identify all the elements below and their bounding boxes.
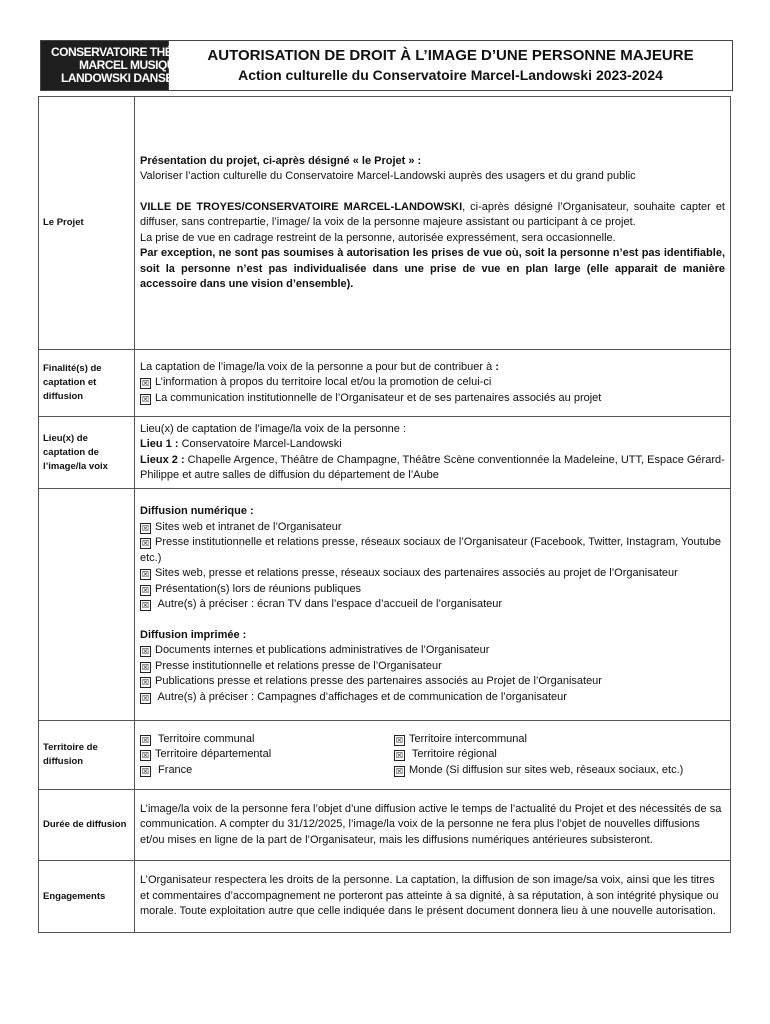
diffusion-item [140, 643, 725, 659]
content-lieux [135, 417, 731, 489]
territoire-item-text: Territoire communal [155, 732, 255, 745]
projet-organisateur [140, 200, 725, 231]
checkbox-checked[interactable]: ☒ [141, 647, 150, 656]
checkbox-checked[interactable]: ☒ [141, 601, 150, 610]
authorization-table [38, 96, 731, 933]
checkbox-checked[interactable]: ☒ [141, 693, 150, 703]
checkbox-checked[interactable]: ☒ [141, 678, 150, 687]
engagements-text: L’Organisateur respectera les droits de la personne. La captation, la diffusion de son image/sa voix, ainsi que les titres et commentaires d’accompagnement ne porteront pas atteinte à sa dignité, à sa réputation, à son intégrité physique ou morale. Toute exploitation autre que celle indiquée dans le présent document donnera lieu à une nouvelle autorisation. [140, 874, 719, 918]
content-territoire [135, 721, 731, 790]
document-title: AUTORISATION DE DROIT À L’IMAGE D’UNE PERSONNE MAJEURE [207, 47, 694, 64]
logo-line-3: LANDOWSKI DANSE [61, 71, 173, 85]
label-territoire: Territoire de diffusion [39, 721, 135, 790]
row-projet [39, 97, 731, 350]
territoire-right-column [394, 732, 683, 779]
logo-line-1: CONSERVATOIRE THÉÂTRE [51, 45, 203, 59]
territoire-item-text: France [155, 763, 193, 776]
diffusion-item [140, 597, 725, 613]
checkbox-checked[interactable]: ☒ [141, 570, 150, 579]
row-diffusion [39, 489, 731, 721]
diffusion-item [140, 566, 725, 582]
projet-exception: Par exception, ne sont pas soumises à autorisation les prises de vue où, soit la personne n’est pas identifiable, soit la personne n’est pas individualisée dans une prise de vue en plan large (elle apparait de manière accessoire dans une vision d’ensemble). [140, 247, 725, 290]
diffusion-item-text: Autre(s) à préciser : Campagnes d’affichages et de communication de l’organisateur [155, 690, 567, 703]
diffusion-item-text: Présentation(s) lors de réunions publiques [155, 582, 362, 595]
finalite-item [140, 391, 725, 407]
logo-line-2: MARCEL MUSIQUE [79, 58, 183, 72]
territoire-item [394, 763, 683, 779]
territoire-item [394, 747, 683, 763]
diffusion-item [140, 520, 725, 536]
label-finalite: Finalité(s) de captation et diffusion [39, 350, 135, 417]
territoire-item [394, 732, 683, 748]
label-lieux: Lieu(x) de captation de l’image/la voix [39, 417, 135, 489]
diffusion-item [140, 659, 725, 675]
diffusion-imprimee-title: Diffusion imprimée : [140, 628, 247, 641]
checkbox-checked[interactable]: ☒ [395, 735, 404, 745]
checkbox-checked[interactable]: ☒ [395, 766, 404, 776]
organisateur-text: , ci-après désigné l’Organisateur, souhaite capter et diffuser, sans contrepartie, l’image/ la voix de la personne majeure assistant ou participant à ce projet. [140, 200, 725, 228]
label-duree: Durée de diffusion [39, 790, 135, 861]
conservatoire-logo [41, 41, 203, 90]
projet-prise-de-vue: La prise de vue en cadrage restreint de la personne, autorisée expressément, sera occasionnelle. [140, 231, 616, 244]
row-finalite [39, 350, 731, 417]
diffusion-numerique-title: Diffusion numérique : [140, 505, 254, 517]
checkbox-checked[interactable]: ☒ [395, 751, 404, 761]
header-titles [169, 41, 732, 90]
diffusion-item [140, 690, 725, 706]
content-finalite [135, 350, 731, 417]
diffusion-item-text: Publications presse et relations presse des partenaires associés au Projet de l’Organisateur [155, 675, 602, 687]
lieu-1 [140, 437, 725, 453]
checkbox-checked[interactable]: ☒ [141, 766, 150, 776]
lieu-2 [140, 453, 725, 484]
diffusion-item [140, 582, 725, 598]
projet-presentation-text: Valoriser l’action culturelle du Conservatoire Marcel-Landowski auprès des usagers et du grand public [140, 170, 636, 182]
finalite-intro-colon: : [495, 360, 499, 373]
content-engagements [135, 861, 731, 933]
territoire-item-text: Monde (Si diffusion sur sites web, réseaux sociaux, etc.) [409, 763, 684, 776]
lieu-1-text: Conservatoire Marcel-Landowski [178, 438, 342, 450]
row-engagements [39, 861, 731, 933]
duree-text: L’image/la voix de la personne fera l’objet d’une diffusion active le temps de l’actualité du Projet et des nécessités de sa communication. A compter du 31/12/2025, l’image/la voix de la personne ne fera plus l’objet de nouvelles diffusions et/ou mises en ligne de la part de l’Organisateur, mais les diffusions numériques antérieures subsisteront. [140, 802, 722, 846]
territoire-item [140, 763, 394, 779]
diffusion-item-text: Sites web et intranet de l’Organisateur [155, 520, 342, 533]
lieu-2-label: Lieux 2 : [140, 453, 185, 466]
document-header [40, 40, 733, 91]
diffusion-item [140, 535, 725, 566]
row-territoire [39, 721, 731, 790]
content-projet [135, 97, 731, 350]
checkbox-checked[interactable]: ☒ [141, 662, 150, 672]
territoire-item-text: Territoire départemental [155, 748, 272, 761]
projet-presentation-title: Présentation du projet, ci-après désigné « le Projet » : [140, 154, 422, 167]
territoire-item-text: Territoire régional [409, 748, 497, 761]
diffusion-item-text: Sites web, presse et relations presse, réseaux sociaux des partenaires associés au projet de l’Organisateur [155, 567, 678, 579]
finalite-item [140, 375, 725, 391]
diffusion-item-text: Autre(s) à préciser : écran TV dans l’espace d’accueil de l’organisateur [155, 598, 503, 610]
checkbox-checked[interactable]: ☒ [141, 751, 150, 761]
finalite-intro [140, 360, 725, 376]
organisateur-name: VILLE DE TROYES/CONSERVATOIRE MARCEL-LANDOWSKI [140, 200, 463, 213]
label-engagements: Engagements [39, 861, 135, 933]
diffusion-item [140, 674, 725, 690]
finalite-item-text: La communication institutionnelle de l’Organisateur et de ses partenaires associés au projet [155, 391, 602, 404]
checkbox-checked[interactable]: ☒ [141, 539, 150, 548]
territoire-columns [140, 732, 725, 779]
lieux-intro: Lieu(x) de captation de l’image/la voix de la personne : [140, 422, 406, 435]
finalite-intro-text: La captation de l’image/la voix de la personne a pour but de contribuer à [140, 360, 496, 373]
checkbox-checked[interactable]: ☒ [141, 379, 150, 389]
territoire-item-text: Territoire intercommunal [409, 732, 527, 745]
checkbox-checked[interactable]: ☒ [141, 394, 150, 404]
diffusion-item-text: Presse institutionnelle et relations presse de l’Organisateur [155, 659, 442, 672]
diffusion-item-text: Presse institutionnelle et relations presse, réseaux sociaux de l’Organisateur (Facebook, Twitter, Instagram, Youtube etc.) [140, 536, 721, 564]
label-diffusion-empty [39, 489, 135, 721]
checkbox-checked[interactable]: ☒ [141, 585, 150, 595]
lieu-1-label: Lieu 1 : [140, 438, 179, 450]
finalite-item-text: L’information à propos du territoire local et/ou la promotion de celui-ci [155, 376, 492, 389]
diffusion-item-text: Documents internes et publications administratives de l’Organisateur [155, 644, 490, 656]
content-duree [135, 790, 731, 861]
checkbox-checked[interactable]: ☒ [141, 523, 150, 533]
territoire-left-column [140, 732, 394, 779]
row-lieux [39, 417, 731, 489]
label-projet: Le Projet [39, 97, 135, 350]
checkbox-checked[interactable]: ☒ [141, 735, 150, 745]
territoire-item [140, 747, 394, 763]
document-subtitle: Action culturelle du Conservatoire Marcel-Landowski 2023-2024 [238, 67, 663, 83]
lieu-2-text: Chapelle Argence, Théâtre de Champagne, Théâtre Scène conventionnée la Madeleine, UTT, Espace Gérard-Philippe et autre salles de diffusion du département de l’Aube [140, 453, 725, 481]
row-duree [39, 790, 731, 861]
territoire-item [140, 732, 394, 748]
content-diffusion [135, 489, 731, 721]
